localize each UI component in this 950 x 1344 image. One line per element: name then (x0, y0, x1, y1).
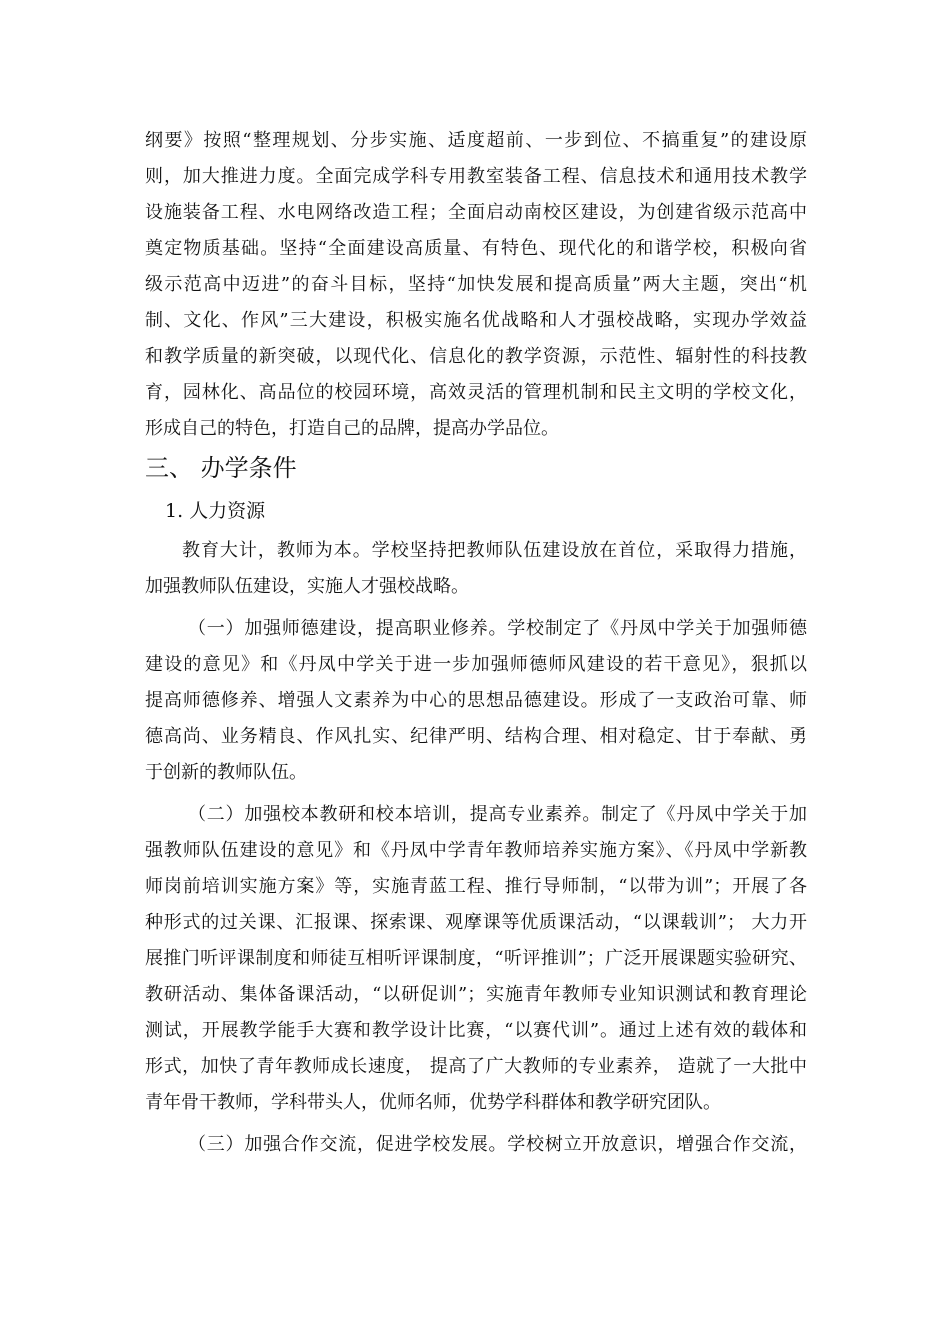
paragraph-line: 师岗前培训实施方案》等，实施青蓝工程、推行导师制，“以带为训”；开展了各 (145, 876, 807, 897)
subsection-heading: 1. 人力资源 (165, 500, 266, 522)
intro-line: 形成自己的特色，打造自己的品牌，提高办学品位。 (145, 418, 559, 439)
paragraph-line: 教研活动、集体备课活动，“以研促训”；实施青年教师专业知识测试和教育理论 (145, 984, 807, 1005)
intro-line: 和教学质量的新突破，以现代化、信息化的教学资源，示范性、辐射性的科技教 (145, 346, 807, 367)
document-body (145, 123, 807, 1163)
paragraph-line: 展推门听评课制度和师徒互相听评课制度，“听评推训”；广泛开展课题实验研究、 (145, 948, 807, 969)
paragraph-cooperation (145, 1127, 807, 1163)
paragraph-line: 形式，加快了青年教师成长速度， 提高了广大教师的专业素养， 造就了一大批中 (145, 1056, 807, 1077)
paragraph-line: 强教师队伍建设的意见》和《丹凤中学青年教师培养实施方案》、《丹凤中学新教 (145, 840, 807, 861)
paragraph-training (145, 797, 807, 1121)
paragraph-line: （二）加强校本教研和校本培训，提高专业素养。制定了《丹凤中学关于加 (188, 804, 807, 825)
intro-line: 奠定物质基础。坚持“全面建设高质量、有特色、现代化的和谐学校，积极向省 (145, 238, 807, 259)
intro-line: 则，加大推进力度。全面完成学科专用教室装备工程、信息技术和通用技术教学 (145, 166, 807, 187)
intro-line: 纲要》按照“整理规划、分步实施、适度超前、一步到位、不搞重复”的建设原 (145, 130, 807, 151)
paragraph-line: （一）加强师德建设，提高职业修养。学校制定了《丹凤中学关于加强师德 (188, 618, 807, 639)
paragraph-line: 德高尚、业务精良、作风扎实、纪律严明、结构合理、相对稳定、甘于奉献、勇 (145, 726, 807, 747)
paragraph-line: 提高师德修养、增强人文素养为中心的思想品德建设。形成了一支政治可靠、师 (145, 690, 807, 711)
paragraph-line: 种形式的过关课、汇报课、探索课、观摩课等优质课活动，“以课载训”； 大力开 (145, 912, 807, 933)
paragraph-line: （三）加强合作交流，促进学校发展。学校树立开放意识，增强合作交流， (188, 1134, 807, 1155)
paragraph-line: 测试，开展教学能手大赛和教学设计比赛，“以赛代训”。通过上述有效的载体和 (145, 1020, 807, 1041)
paragraph-line: 于创新的教师队伍。 (145, 762, 307, 783)
intro-line: 制、文化、作风”三大建设，积极实施名优战略和人才强校战略，实现办学效益 (145, 310, 807, 331)
paragraph-line: 教育大计，教师为本。学校坚持把教师队伍建设放在首位，采取得力措施， (182, 540, 807, 561)
paragraph-ethics (145, 611, 807, 791)
intro-line: 育，园林化、高品位的校园环境，高效灵活的管理机制和民主文明的学校文化， (145, 382, 807, 403)
paragraph-teachers (145, 533, 807, 605)
paragraph-line: 加强教师队伍建设，实施人才强校战略。 (145, 576, 469, 597)
paragraph-line: 青年骨干教师，学科带头人，优师名师，优势学科群体和教学研究团队。 (145, 1092, 721, 1113)
intro-line: 级示范高中迈进”的奋斗目标，坚持“加快发展和提高质量”两大主题，突出“机 (145, 274, 807, 295)
section-heading: 三、 办学条件 (145, 454, 297, 482)
intro-line: 设施装备工程、水电网络改造工程；全面启动南校区建设，为创建省级示范高中 (145, 202, 807, 223)
paragraph-line: 建设的意见》和《丹凤中学关于进一步加强师德师风建设的若干意见》，狠抓以 (145, 654, 807, 675)
intro-paragraph (145, 123, 807, 447)
